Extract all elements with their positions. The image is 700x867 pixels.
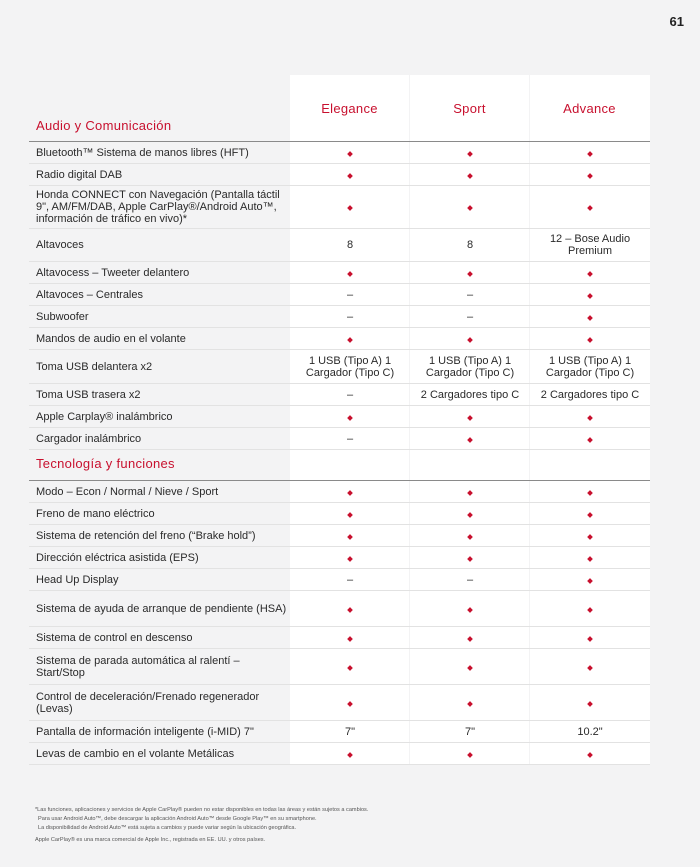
feature-value: 7" xyxy=(344,725,356,738)
feature-value: 2 Cargadores tipo C xyxy=(420,388,520,401)
diamond-icon xyxy=(587,315,593,321)
diamond-icon xyxy=(587,293,593,299)
feature-value: – xyxy=(346,310,354,323)
table-row xyxy=(29,142,650,164)
diamond-icon xyxy=(467,151,473,157)
feature-value: 8 xyxy=(346,239,354,251)
feature-value: 8 xyxy=(466,239,474,251)
standard-feature-icon xyxy=(290,661,410,673)
table-row xyxy=(29,503,650,525)
standard-feature-icon xyxy=(530,574,650,586)
diamond-icon xyxy=(587,490,593,496)
table-row xyxy=(29,186,650,229)
diamond-icon xyxy=(347,173,353,179)
feature-value: – xyxy=(346,432,354,445)
diamond-icon xyxy=(587,512,593,518)
standard-feature-icon xyxy=(410,411,530,423)
diamond-icon xyxy=(347,534,353,540)
standard-feature-icon xyxy=(410,433,530,445)
feature-label: Radio digital DAB xyxy=(36,168,123,181)
feature-value: 1 USB (Tipo A) 1 Cargador (Tipo C) xyxy=(545,354,635,379)
diamond-icon xyxy=(587,415,593,421)
column-header-sport: Sport xyxy=(453,101,486,116)
standard-feature-icon xyxy=(530,333,650,345)
standard-feature-icon xyxy=(290,411,410,423)
footnotes xyxy=(35,806,368,845)
table-row xyxy=(29,591,650,627)
diamond-icon xyxy=(347,752,353,758)
feature-label: Toma USB delantera x2 xyxy=(36,360,153,373)
diamond-icon xyxy=(587,636,593,642)
standard-feature-icon xyxy=(530,169,650,181)
table-row xyxy=(29,743,650,765)
diamond-icon xyxy=(347,205,353,211)
standard-feature-icon xyxy=(290,486,410,498)
standard-feature-icon xyxy=(290,147,410,159)
standard-feature-icon xyxy=(410,552,530,564)
table-row xyxy=(29,721,650,743)
standard-feature-icon xyxy=(530,530,650,542)
standard-feature-icon xyxy=(410,267,530,279)
diamond-icon xyxy=(467,490,473,496)
standard-feature-icon xyxy=(290,267,410,279)
footnote: *Las funciones, aplicaciones y servicios de Apple CarPlay® pueden no estar disponibles en todas las áreas y están sujetos a cambios. xyxy=(35,807,369,813)
diamond-icon xyxy=(587,607,593,613)
diamond-icon xyxy=(467,665,473,671)
feature-label: Sistema de ayuda de arranque de pendiente (HSA) xyxy=(36,602,287,615)
table-row xyxy=(29,627,650,649)
standard-feature-icon xyxy=(290,530,410,542)
table-row xyxy=(29,384,650,406)
standard-feature-icon xyxy=(410,530,530,542)
feature-value: – xyxy=(346,288,354,301)
feature-label: Levas de cambio en el volante Metálicas xyxy=(36,747,235,760)
table-row xyxy=(29,547,650,569)
feature-value: – xyxy=(466,573,474,586)
standard-feature-icon xyxy=(530,508,650,520)
standard-feature-icon xyxy=(290,333,410,345)
diamond-icon xyxy=(467,173,473,179)
footnote: Para usar Android Auto™, debe descargar la aplicación Android Auto™ desde Google Play™ en su smartphone. xyxy=(38,816,317,822)
table-row xyxy=(29,262,650,284)
footnote: La disponibilidad de Android Auto™ está sujeta a cambios y puede variar según la ubicación geográfica. xyxy=(38,825,297,831)
standard-feature-icon xyxy=(530,552,650,564)
feature-label: Sistema de parada automática al ralentí – Start/Stop xyxy=(36,654,240,679)
standard-feature-icon xyxy=(410,169,530,181)
diamond-icon xyxy=(347,701,353,707)
diamond-icon xyxy=(467,556,473,562)
standard-feature-icon xyxy=(290,552,410,564)
standard-feature-icon xyxy=(290,632,410,644)
diamond-icon xyxy=(587,665,593,671)
feature-value: 10.2" xyxy=(577,725,603,738)
diamond-icon xyxy=(467,534,473,540)
table-row xyxy=(29,569,650,591)
diamond-icon xyxy=(347,337,353,343)
standard-feature-icon xyxy=(530,603,650,615)
table-row xyxy=(29,428,650,450)
feature-value: – xyxy=(466,288,474,301)
feature-label: Bluetooth™ Sistema de manos libres (HFT) xyxy=(36,146,249,159)
standard-feature-icon xyxy=(290,201,410,213)
standard-feature-icon xyxy=(410,603,530,615)
feature-value: 7" xyxy=(464,725,476,738)
standard-feature-icon xyxy=(410,508,530,520)
diamond-icon xyxy=(347,512,353,518)
diamond-icon xyxy=(347,415,353,421)
feature-value: 1 USB (Tipo A) 1 Cargador (Tipo C) xyxy=(425,354,515,379)
standard-feature-icon xyxy=(530,697,650,709)
table-row xyxy=(29,284,650,306)
feature-label: Sistema de retención del freno (“Brake hold”) xyxy=(36,529,256,542)
diamond-icon xyxy=(587,534,593,540)
standard-feature-icon xyxy=(530,311,650,323)
standard-feature-icon xyxy=(530,661,650,673)
diamond-icon xyxy=(587,205,593,211)
standard-feature-icon xyxy=(530,748,650,760)
section-title: Audio y Comunicación xyxy=(36,118,172,133)
diamond-icon xyxy=(587,578,593,584)
diamond-icon xyxy=(587,701,593,707)
feature-label: Altavocess – Tweeter delantero xyxy=(36,266,190,279)
diamond-icon xyxy=(467,205,473,211)
table-row xyxy=(29,649,650,685)
feature-value: – xyxy=(346,573,354,586)
standard-feature-icon xyxy=(290,603,410,615)
diamond-icon xyxy=(467,437,473,443)
feature-label: Altavoces – Centrales xyxy=(36,288,143,301)
standard-feature-icon xyxy=(410,333,530,345)
feature-value: – xyxy=(346,388,354,401)
diamond-icon xyxy=(467,752,473,758)
diamond-icon xyxy=(467,415,473,421)
feature-value: 12 – Bose Audio Premium xyxy=(549,233,631,257)
standard-feature-icon xyxy=(290,508,410,520)
diamond-icon xyxy=(347,665,353,671)
section-title: Tecnología y funciones xyxy=(36,456,175,471)
standard-feature-icon xyxy=(530,201,650,213)
feature-label: Head Up Display xyxy=(36,573,119,586)
diamond-icon xyxy=(347,607,353,613)
diamond-icon xyxy=(467,271,473,277)
table-row xyxy=(29,685,650,721)
table-row xyxy=(29,229,650,262)
diamond-icon xyxy=(587,437,593,443)
footnote: Apple CarPlay® es una marca comercial de Apple Inc., registrada en EE. UU. y otros países. xyxy=(35,837,266,843)
table-row xyxy=(29,481,650,503)
diamond-icon xyxy=(587,556,593,562)
diamond-icon xyxy=(467,607,473,613)
feature-label: Freno de mano eléctrico xyxy=(36,507,155,520)
standard-feature-icon xyxy=(530,632,650,644)
feature-value: 2 Cargadores tipo C xyxy=(540,388,640,401)
table-row xyxy=(29,164,650,186)
diamond-icon xyxy=(587,173,593,179)
feature-label: Pantalla de información inteligente (i-MID) 7" xyxy=(36,725,254,738)
standard-feature-icon xyxy=(410,661,530,673)
standard-feature-icon xyxy=(410,486,530,498)
table-row xyxy=(29,306,650,328)
standard-feature-icon xyxy=(530,147,650,159)
diamond-icon xyxy=(587,337,593,343)
feature-label: Dirección eléctrica asistida (EPS) xyxy=(36,551,199,564)
diamond-icon xyxy=(467,636,473,642)
standard-feature-icon xyxy=(290,169,410,181)
standard-feature-icon xyxy=(290,697,410,709)
table-row xyxy=(29,350,650,384)
diamond-icon xyxy=(587,151,593,157)
standard-feature-icon xyxy=(530,411,650,423)
feature-label: Sistema de control en descenso xyxy=(36,631,193,644)
feature-label: Cargador inalámbrico xyxy=(36,432,142,445)
standard-feature-icon xyxy=(410,697,530,709)
table-row xyxy=(29,525,650,547)
diamond-icon xyxy=(347,271,353,277)
column-header-advance: Advance xyxy=(563,101,616,116)
feature-label: Honda CONNECT con Navegación (Pantalla táctil 9", AM/FM/DAB, Apple CarPlay®/Android Auto™, información de tráfico en vivo)* xyxy=(36,189,280,225)
feature-value: 1 USB (Tipo A) 1 Cargador (Tipo C) xyxy=(305,354,395,379)
diamond-icon xyxy=(347,556,353,562)
diamond-icon xyxy=(587,752,593,758)
standard-feature-icon xyxy=(290,748,410,760)
diamond-icon xyxy=(347,151,353,157)
feature-label: Apple Carplay® inalámbrico xyxy=(36,410,173,423)
standard-feature-icon xyxy=(410,201,530,213)
feature-label: Control de deceleración/Frenado regenerador (Levas) xyxy=(36,690,260,715)
feature-label: Altavoces xyxy=(36,239,84,251)
diamond-icon xyxy=(347,636,353,642)
feature-label: Toma USB trasera x2 xyxy=(36,388,141,401)
column-header-elegance: Elegance xyxy=(321,101,378,116)
standard-feature-icon xyxy=(530,433,650,445)
feature-value: – xyxy=(466,310,474,323)
diamond-icon xyxy=(467,701,473,707)
diamond-icon xyxy=(587,271,593,277)
feature-label: Modo – Econ / Normal / Nieve / Sport xyxy=(36,485,219,498)
feature-label: Subwoofer xyxy=(36,310,89,323)
standard-feature-icon xyxy=(410,748,530,760)
standard-feature-icon xyxy=(530,267,650,279)
diamond-icon xyxy=(347,490,353,496)
table-row xyxy=(29,406,650,428)
diamond-icon xyxy=(467,512,473,518)
standard-feature-icon xyxy=(410,632,530,644)
standard-feature-icon xyxy=(410,147,530,159)
feature-label: Mandos de audio en el volante xyxy=(36,332,186,345)
standard-feature-icon xyxy=(530,289,650,301)
table-row xyxy=(29,328,650,350)
page-number: 61 xyxy=(669,14,684,29)
standard-feature-icon xyxy=(530,486,650,498)
diamond-icon xyxy=(467,337,473,343)
